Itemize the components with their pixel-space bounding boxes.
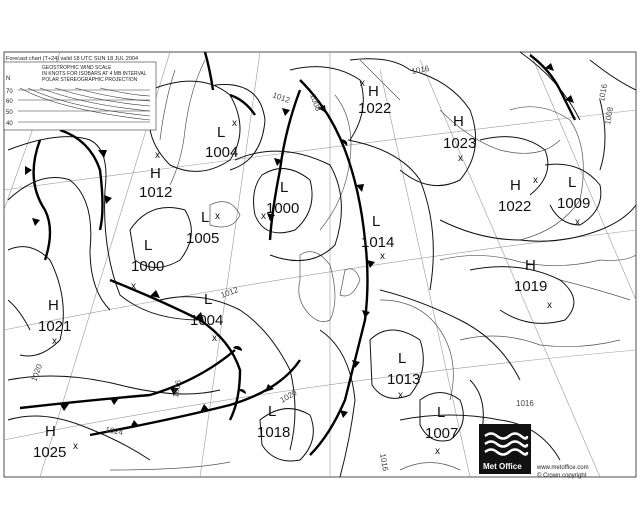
chart-title: Forecast chart (T+24) valid 18 UTC SUN 18 JUL 2004	[6, 56, 139, 62]
isobar-label: 1016	[516, 399, 534, 408]
centre-type: L	[144, 237, 153, 254]
centre-value: 1018	[257, 424, 291, 441]
centre-x: x	[380, 251, 385, 262]
centre-value: 1000	[131, 258, 165, 275]
centre-x: x	[458, 153, 463, 164]
logo-brand: Met Office	[483, 462, 522, 471]
centre-type: L	[204, 291, 213, 308]
isobar-label: 1020	[278, 388, 299, 405]
centre-value: 1000	[266, 200, 300, 217]
wind-scale	[4, 62, 156, 130]
centre-type: L	[568, 174, 577, 191]
centre-type: H	[453, 113, 464, 130]
centre-value: 1022	[498, 198, 532, 215]
copyright-text: © Crown copyright	[537, 473, 587, 479]
centre-x: x	[261, 211, 266, 222]
centre-type: H	[48, 297, 59, 314]
centre-type: H	[368, 83, 379, 100]
centre-type: H	[150, 165, 161, 182]
centre-x: x	[215, 211, 220, 222]
centre-x: x	[398, 390, 403, 401]
centre-value: 1025	[33, 444, 67, 461]
centre-value: 1009	[557, 195, 591, 212]
met-office-logo	[479, 424, 531, 474]
wind-scale-tick-50: 50	[6, 110, 13, 116]
centre-x: x	[575, 217, 580, 228]
centre-value: 1022	[358, 100, 392, 117]
wind-scale-line-1: GEOSTROPHIC WIND SCALE	[42, 65, 112, 71]
centre-type: L	[437, 404, 446, 421]
isobar-label: 1008	[308, 92, 323, 113]
centre-value: 1014	[361, 234, 395, 251]
centre-type: L	[268, 403, 277, 420]
isobar-label: 1016	[597, 83, 610, 103]
centre-x: x	[155, 150, 160, 161]
isobar-label: 1024	[104, 425, 124, 438]
centre-value: 1023	[443, 135, 477, 152]
centre-value: 1012	[139, 184, 173, 201]
centre-x: x	[52, 336, 57, 347]
centre-value: 1019	[514, 278, 548, 295]
centre-x: x	[547, 300, 552, 311]
wind-scale-tick-70: 70	[6, 89, 13, 95]
isobar-label: 1008	[603, 106, 616, 126]
centre-value: 1004	[205, 144, 239, 161]
centre-type: H	[525, 257, 536, 274]
centre-x: x	[73, 441, 78, 452]
centre-value: 1007	[425, 425, 459, 442]
isobar-label: 1016	[378, 452, 390, 472]
centre-type: H	[45, 423, 56, 440]
website-link[interactable]: www.metoffice.com	[537, 465, 589, 471]
wind-scale-corner: N	[6, 76, 11, 82]
wind-scale-line-2: IN KNOTS FOR ISOBARS AT 4 MB INTERVAL	[42, 71, 147, 77]
centre-type: L	[201, 209, 210, 226]
isobar-label: 1012	[219, 285, 240, 300]
centre-value: 1004	[190, 312, 224, 329]
centre-type: L	[217, 124, 226, 141]
isobar-label: 1012	[271, 90, 292, 105]
isobar-label: 1020	[29, 362, 44, 383]
centre-x: x	[533, 175, 538, 186]
centre-type: H	[510, 177, 521, 194]
wind-scale-tick-40: 40	[6, 121, 13, 127]
isobar-label: 1016	[171, 379, 184, 399]
centre-value: 1013	[387, 371, 421, 388]
centre-value: 1021	[38, 318, 72, 335]
centre-type: L	[280, 179, 289, 196]
isobar-label: 1016	[410, 64, 430, 76]
centre-x: x	[131, 281, 136, 292]
centre-type: L	[372, 213, 381, 230]
wind-scale-tick-60: 60	[6, 99, 13, 105]
wind-scale-line-3: POLAR STEREOGRAPHIC PROJECTION	[42, 77, 138, 83]
centre-x: x	[435, 446, 440, 457]
centre-x: x	[212, 333, 217, 344]
centre-value: 1005	[186, 230, 220, 247]
centre-type: L	[398, 350, 407, 367]
centre-x: x	[232, 118, 237, 129]
centre-x: x	[360, 78, 365, 89]
